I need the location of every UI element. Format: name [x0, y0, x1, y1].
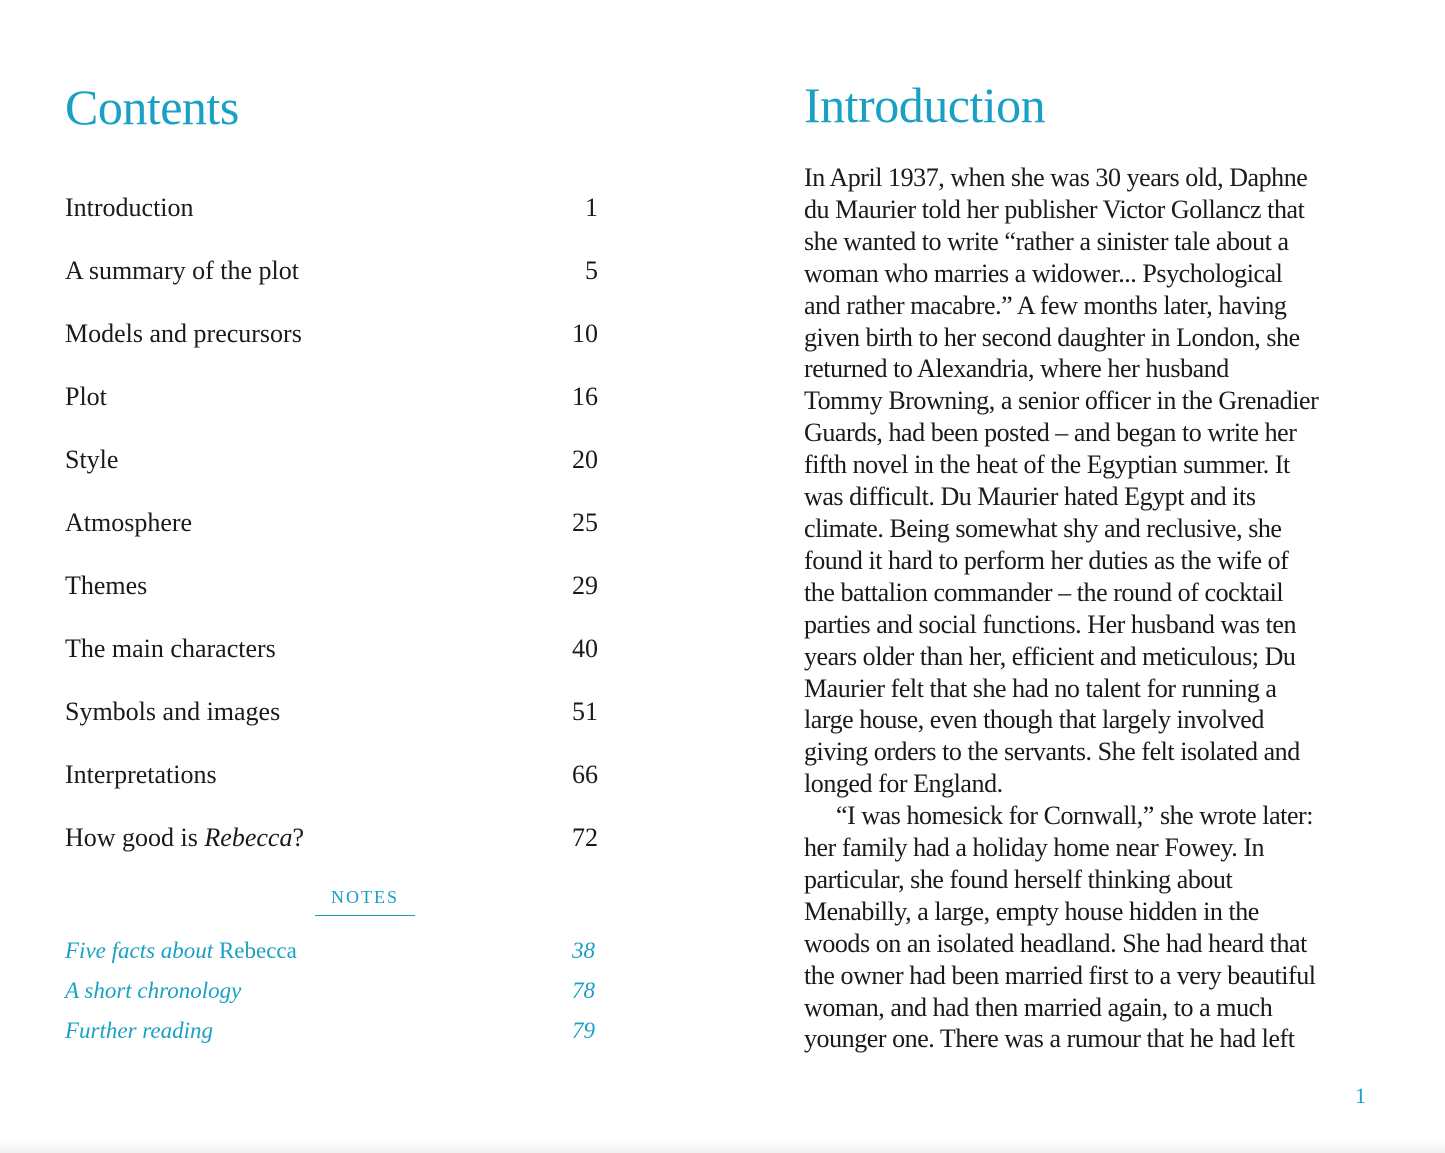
note-entry-page: 78: [572, 978, 595, 1003]
body-line: her family had a holiday home near Fowey. In: [804, 833, 1265, 863]
toc-entry-symbols[interactable]: [65, 691, 598, 754]
contents-title: Contents: [65, 79, 239, 135]
note-entry-page: 79: [572, 1018, 595, 1043]
toc-entry-page: 51: [572, 697, 598, 726]
toc-entry-label: [65, 817, 304, 859]
toc-entry-page: 25: [572, 508, 598, 537]
toc-entry-label: Plot: [65, 382, 107, 411]
toc-entry-summary[interactable]: [65, 250, 598, 313]
body-line: woman, and had then married again, to a much: [804, 992, 1273, 1022]
body-line: returned to Alexandria, where her husband: [804, 354, 1229, 384]
note-entry-label: [65, 934, 297, 968]
toc-entry-page: 1: [585, 193, 598, 222]
toc-label-prefix: How good is: [65, 823, 205, 852]
toc-entry-label: Atmosphere: [65, 508, 193, 537]
toc-entry-how-good[interactable]: [65, 817, 598, 880]
body-line: years older than her, efficient and meticulous; Du: [804, 641, 1296, 671]
introduction-title: Introduction: [804, 77, 1046, 133]
body-line: Tommy Browning, a senior officer in the Grenadier: [804, 386, 1319, 416]
toc-entry-page: 16: [572, 382, 598, 411]
body-line: was difficult. Du Maurier hated Egypt and its: [804, 482, 1256, 512]
toc-entry-main-characters[interactable]: [65, 628, 598, 691]
note-entry-further-reading[interactable]: [65, 1014, 595, 1054]
body-line: parties and social functions. Her husband was ten: [804, 609, 1297, 639]
body-line: Menabilly, a large, empty house hidden in the: [804, 896, 1259, 926]
toc-label-book-title: Rebecca: [204, 823, 293, 852]
note-entry-label: Further reading: [65, 1018, 213, 1043]
note-entry-page: 38: [572, 938, 595, 963]
toc-entry-style[interactable]: [65, 439, 598, 502]
body-line: fifth novel in the heat of the Egyptian summer. It: [804, 450, 1290, 480]
page-bottom-edge: [0, 1139, 1445, 1153]
toc-entry-page: 40: [572, 634, 598, 663]
body-line: du Maurier told her publisher Victor Gollancz that: [804, 194, 1305, 224]
body-line: and rather macabre.” A few months later, having: [804, 290, 1287, 320]
body-line: particular, she found herself thinking about: [804, 864, 1233, 894]
toc-entry-page: 20: [572, 445, 598, 474]
note-label-roman: Rebecca: [218, 938, 297, 963]
toc-entry-models[interactable]: [65, 313, 598, 376]
body-line-indented: “I was homesick for Cornwall,” she wrote later:: [836, 801, 1314, 831]
page-number: 1: [1355, 1083, 1366, 1108]
toc-entry-label: Style: [65, 445, 119, 474]
body-line: longed for England.: [804, 769, 1003, 799]
toc-entry-label: Introduction: [65, 193, 194, 222]
toc-entry-label: Symbols and images: [65, 697, 281, 726]
toc-entry-label: Interpretations: [65, 760, 217, 789]
toc-entry-label: Themes: [65, 571, 148, 600]
table-of-contents: [65, 187, 598, 880]
body-line: Guards, had been posted – and began to write her: [804, 418, 1297, 448]
body-line: found it hard to perform her duties as the wife of: [804, 545, 1289, 575]
body-line: woods on an isolated headland. She had heard that: [804, 928, 1307, 958]
introduction-body: [804, 162, 1384, 1055]
body-line: Maurier felt that she had no talent for running a: [804, 673, 1277, 703]
body-line: In April 1937, when she was 30 years old, Daphne: [804, 163, 1308, 192]
note-label-italic: Five facts about: [65, 938, 219, 963]
toc-entry-page: 29: [572, 571, 598, 600]
note-entry-chronology[interactable]: [65, 974, 595, 1014]
body-line: given birth to her second daughter in London, she: [804, 322, 1300, 352]
toc-label-suffix: ?: [292, 823, 304, 852]
notes-heading: NOTES: [315, 887, 415, 916]
body-line: climate. Being somewhat shy and reclusive, she: [804, 513, 1282, 543]
toc-entry-page: 10: [572, 319, 598, 348]
body-line: large house, even though that largely involved: [804, 705, 1264, 735]
note-entry-five-facts[interactable]: [65, 934, 595, 974]
toc-entry-atmosphere[interactable]: [65, 502, 598, 565]
toc-entry-label: Models and precursors: [65, 319, 302, 348]
toc-entry-page: 72: [572, 823, 598, 852]
toc-entry-interpretations[interactable]: [65, 754, 598, 817]
body-line: woman who marries a widower... Psychological: [804, 258, 1283, 288]
body-line: younger one. There was a rumour that he had left: [804, 1024, 1295, 1054]
body-line: the battalion commander – the round of cocktail: [804, 577, 1284, 607]
note-entry-label: A short chronology: [65, 978, 242, 1003]
toc-entry-page: 66: [572, 760, 598, 789]
body-line: she wanted to write “rather a sinister tale about a: [804, 226, 1289, 256]
toc-entry-plot[interactable]: [65, 376, 598, 439]
toc-entry-label: A summary of the plot: [65, 256, 299, 285]
toc-entry-label: The main characters: [65, 634, 276, 663]
body-line: the owner had been married first to a very beautiful: [804, 960, 1316, 990]
toc-entry-page: 5: [585, 256, 598, 285]
body-line: giving orders to the servants. She felt isolated and: [804, 737, 1300, 767]
toc-entry-themes[interactable]: [65, 565, 598, 628]
notes-list: [65, 934, 595, 1054]
toc-entry-introduction[interactable]: [65, 187, 598, 250]
